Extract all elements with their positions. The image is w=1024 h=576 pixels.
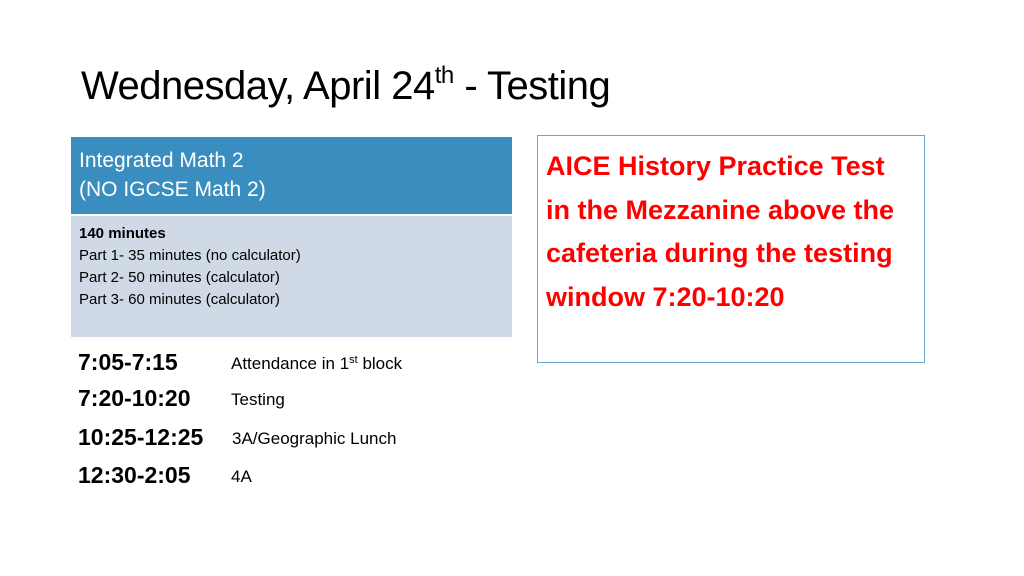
schedule-desc: 3A/Geographic Lunch — [232, 429, 397, 448]
title-superscript: th — [434, 62, 454, 89]
schedule-desc-superscript: st — [349, 354, 358, 366]
table-header — [71, 137, 512, 214]
table-part: Part 3- 60 minutes (calculator) — [79, 291, 280, 308]
table-duration: 140 minutes — [79, 225, 166, 242]
table-header-line2: (NO IGCSE Math 2) — [79, 178, 266, 201]
schedule-desc-suffix: block — [357, 354, 403, 373]
schedule-desc — [231, 353, 402, 375]
table-part: Part 2- 50 minutes (calculator) — [79, 269, 280, 286]
schedule-desc: 4A — [231, 467, 252, 486]
title-main: Wednesday, April 24 — [81, 64, 435, 108]
schedule-desc: Testing — [231, 390, 285, 409]
title-suffix: - Testing — [453, 64, 611, 108]
table-body — [71, 216, 512, 337]
table-part: Part 1- 35 minutes (no calculator) — [79, 247, 301, 264]
schedule-time: 7:20-10:20 — [78, 385, 191, 411]
schedule-time: 10:25-12:25 — [78, 424, 204, 450]
schedule-time: 7:05-7:15 — [78, 349, 178, 375]
slide-title — [81, 62, 610, 110]
schedule-desc-main: Attendance in 1 — [231, 354, 350, 373]
aice-notice-box: AICE History Practice Test in the Mezzanine above the cafeteria during the testing window 7:20-10:20 — [537, 135, 925, 363]
schedule-time: 12:30-2:05 — [78, 462, 191, 488]
table-header-line1: Integrated Math 2 — [79, 149, 244, 172]
